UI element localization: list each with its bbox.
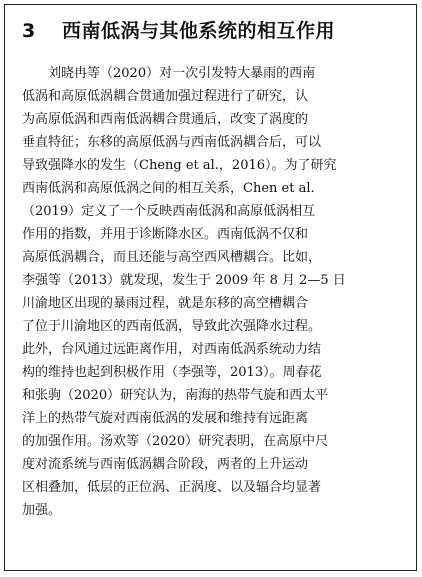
text-line: 低涡和高原低涡耦合贯通加强过程进行了研究，认 [22,89,309,104]
section-number: 3 [22,20,36,42]
text-line: 作用的指数，并用于诊断降水区。西南低涡不仅和 [22,227,309,242]
section-body [22,62,402,522]
text-line: 高原低涡耦合，而且还能与高空西风槽耦合。比如， [22,250,322,265]
text-line: 刘晓冉等（2020）对一次引发特大暴雨的西南 [48,66,316,81]
text-line: 川渝地区出现的暴雨过程，就是东移的高空槽耦合 [22,296,309,311]
text-line: 构的维持也起到积极作用（李强等，2013）。周春花 [22,365,322,380]
text-line: 的加强作用。汤欢等（2020）研究表明，在高原中尺 [22,434,329,449]
text-line: 度对流系统与西南低涡耦合阶段，两者的上升运动 [22,457,309,472]
text-line: 区相叠加，低层的正位涡、正涡度、以及辐合均显著 [22,480,322,495]
section-title: 西南低涡与其他系统的相互作用 [62,20,336,42]
text-line: （2019）定义了一个反映西南低涡和高原低涡相互 [22,204,316,219]
text-line: 垂直特征；东移的高原低涡与西南低涡耦合后，可以 [22,135,322,150]
text-line: 为高原低涡和西南低涡耦合贯通后，改变了涡度的 [22,112,309,127]
text-line: 加强。 [22,503,62,518]
text-line: 洋上的热带气旋对西南低涡的发展和维持有远距离 [22,411,309,426]
text-line: 了位于川渝地区的西南低涡，导致此次强降水过程。 [22,319,322,334]
text-line: 西南低涡和高原低涡之间的相互关系，Chen et al. [22,181,315,196]
text-line: 此外，台风通过远距离作用，对西南低涡系统动力结 [22,342,322,357]
text-line: 和张驹（2020）研究认为，南海的热带气旋和西太平 [22,388,329,403]
text-line: 导致强降水的发生（Cheng et al.，2016）。为了研究 [22,158,337,173]
text-line: 李强等（2013）就发现，发生于 2009 年 8 月 2—5 日 [22,273,346,288]
section-heading [22,16,335,43]
